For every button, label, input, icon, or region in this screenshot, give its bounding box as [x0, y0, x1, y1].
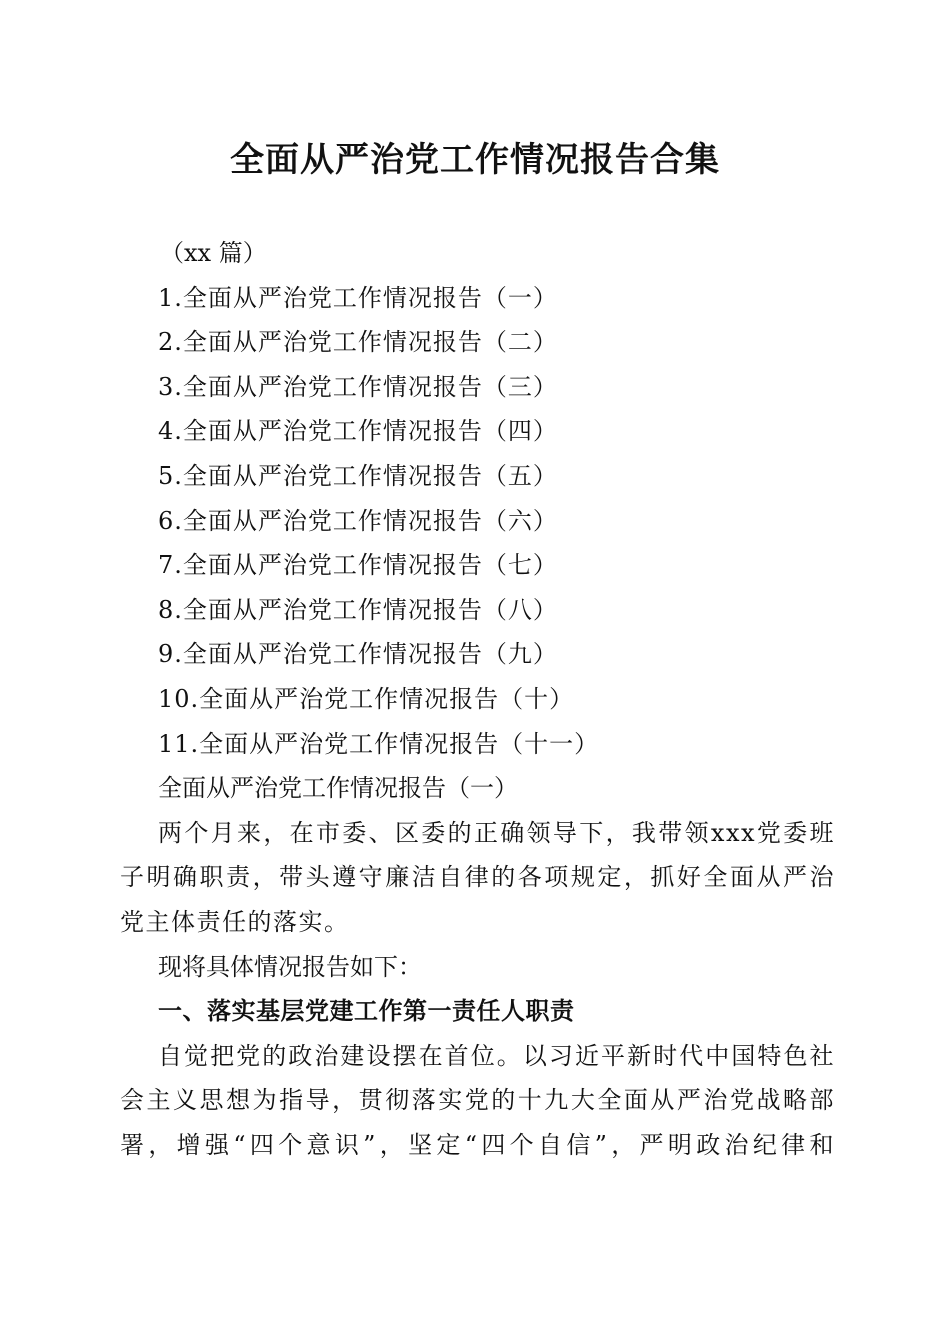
- document-title: 全面从严治党工作情况报告合集: [230, 140, 720, 180]
- toc-item: 3.全面从严治党工作情况报告（三）: [158, 372, 558, 401]
- toc-item: 4.全面从严治党工作情况报告（四）: [158, 417, 558, 446]
- paragraph-line: 会主义思想为指导，贯彻落实党的十九大全面从严治党战略部: [120, 1086, 835, 1115]
- toc-item: 6.全面从严治党工作情况报告（六）: [158, 506, 558, 535]
- toc-item: 7.全面从严治党工作情况报告（七）: [158, 551, 558, 580]
- document-body: [120, 231, 835, 1167]
- toc-item: 8.全面从严治党工作情况报告（八）: [158, 595, 558, 624]
- toc-item: 10.全面从严治党工作情况报告（十）: [158, 684, 575, 713]
- paragraph-line: 党主体责任的落实。: [120, 907, 350, 936]
- toc-item: 2.全面从严治党工作情况报告（二）: [158, 328, 558, 357]
- paragraph-line: 两个月来，在市委、区委的正确领导下，我带领xxx党委班: [158, 818, 835, 847]
- paragraph-line: 子明确职责，带头遵守廉洁自律的各项规定，抓好全面从严治: [120, 863, 835, 892]
- toc-item: 1.全面从严治党工作情况报告（一）: [158, 283, 558, 312]
- paragraph-line: 署，增强“四个意识”，坚定“四个自信”，严明政治纪律和: [120, 1130, 835, 1159]
- section-heading: 一、落实基层党建工作第一责任人职责: [158, 997, 575, 1026]
- count-note: （xx 篇）: [160, 239, 267, 267]
- section-title: 全面从严治党工作情况报告（一）: [158, 774, 518, 803]
- paragraph-line: 自觉把党的政治建设摆在首位。以习近平新时代中国特色社: [158, 1041, 835, 1070]
- toc-item: 5.全面从严治党工作情况报告（五）: [158, 461, 558, 490]
- toc-item: 11.全面从严治党工作情况报告（十一）: [158, 729, 600, 758]
- toc-item: 9.全面从严治党工作情况报告（九）: [158, 640, 558, 669]
- paragraph-line: 现将具体情况报告如下：: [158, 952, 422, 981]
